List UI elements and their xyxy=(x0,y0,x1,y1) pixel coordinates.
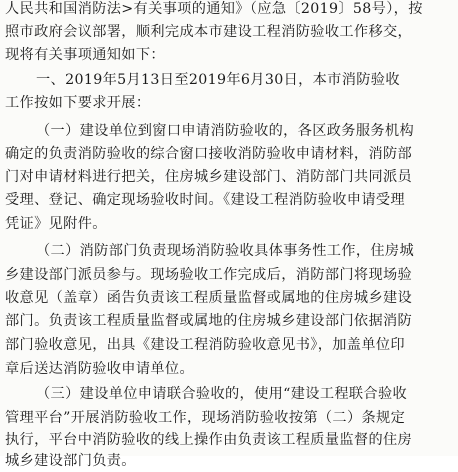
text-line: 现将有关事项通知如下： xyxy=(5,47,165,63)
text-line: （一）建设单位到窗口申请消防验收的，各区政务服务机构 xyxy=(36,123,414,139)
text-line: 管理平台”开展消防验收工作，现场消防验收按第（二）条规定 xyxy=(5,410,406,426)
text-line: 人民共和国消防法>有关事项的通知》（应急〔2019〕58号），按 xyxy=(5,1,423,17)
text-line: 城乡建设部门负责。 xyxy=(5,453,136,469)
text-line: （二）消防部门负责现场消防验收具体事务性工作，住房城 xyxy=(36,243,414,259)
text-line: 照市政府会议部署，顺利完成本市建设工程消防验收工作移交， xyxy=(5,24,413,40)
text-line: 执行，平台中消防验收的线上操作由负责该工程质量监督的住房 xyxy=(5,432,413,448)
text-line: 确定的负责消防验收的综合窗口接收消防验收申请材料，消防部 xyxy=(5,146,413,162)
text-line: 部门验收意见，出具《建设工程消防验收意见书》，加盖单位印 xyxy=(5,337,405,353)
text-line: 门对申请材料进行把关，住房城乡建设部门、消防部门共同派员 xyxy=(5,169,413,185)
text-line: 收意见（盖章）函告负责该工程质量监督或属地的住房城乡建设 xyxy=(5,290,413,306)
text-line: 凭证》见附件。 xyxy=(5,216,107,232)
text-line: 一、2019年5月13日至2019年6月30日，本市消防验收 xyxy=(36,72,400,88)
text-line: 部门。负责该工程质量监督或属地的住房城乡建设部门依据消防 xyxy=(5,313,413,329)
text-line: 受理、登记、确定现场验收时间。《建设工程消防验收申请受理 xyxy=(5,192,405,208)
text-line: 工作按如下要求开展： xyxy=(5,95,151,111)
text-line: 乡建设部门派员参与。现场验收工作完成后，消防部门将现场验 xyxy=(5,267,413,283)
text-line: 章后送达消防验收申请单位。 xyxy=(5,361,194,377)
text-line: （三）建设单位申请联合验收的，使用“建设工程联合验收 xyxy=(36,386,408,402)
